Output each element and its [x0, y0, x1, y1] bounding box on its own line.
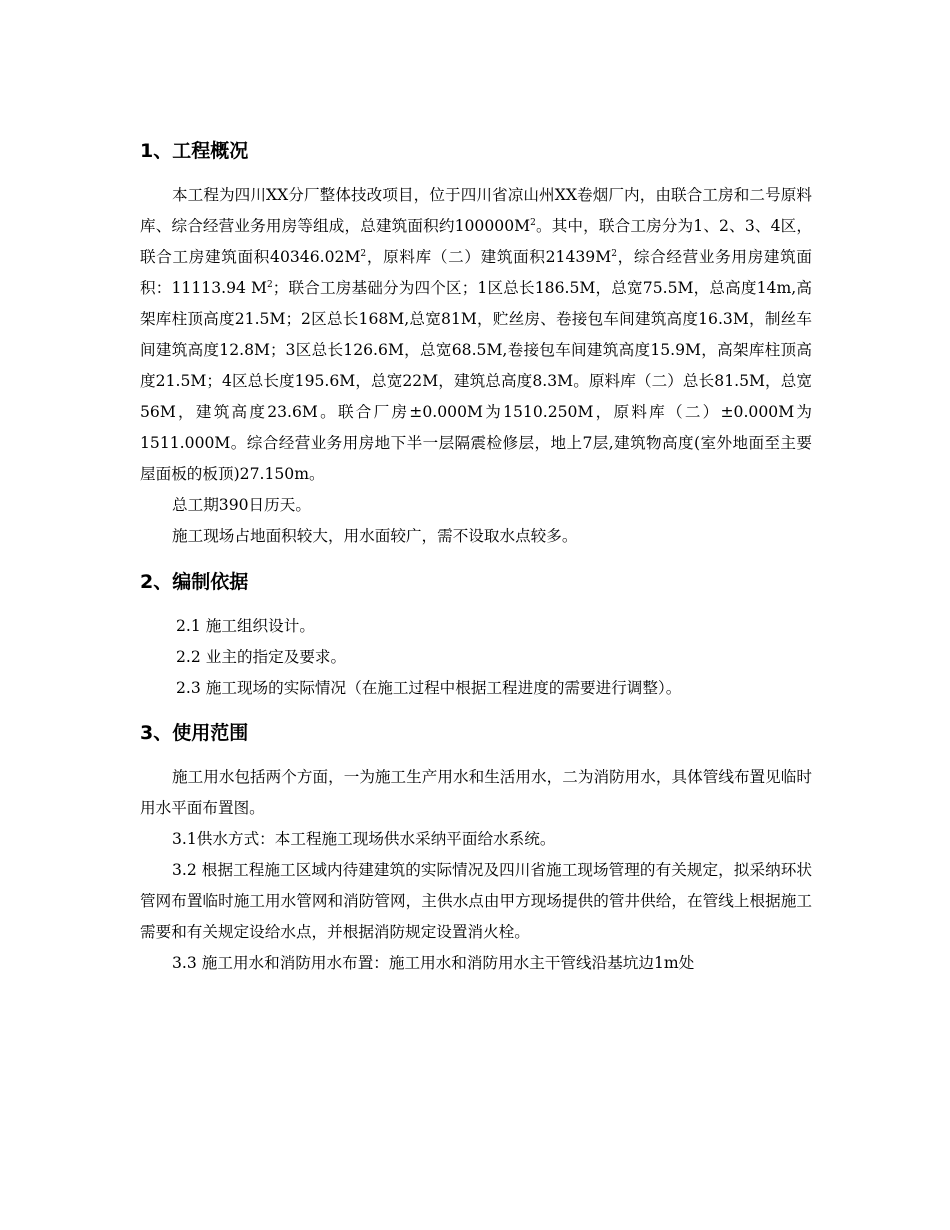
overview-text-b: 。其中，联合工房分为1、2、3、4区，联合工房建筑面积40346.02M — [140, 217, 813, 266]
scope-paragraph: 施工用水包括两个方面，一为施工生产用水和生活用水，二为消防用水，具体管线布置见临时用水平面布置图。 — [140, 768, 812, 817]
section-heading-scope: 3、使用范围 — [140, 722, 249, 744]
basis-item: 2.3 施工现场的实际情况（在施工过程中根据工程进度的需要进行调整）。 — [176, 679, 682, 697]
basis-item: 2.2 业主的指定及要求。 — [176, 648, 347, 666]
section-heading-basis: 2、编制依据 — [140, 571, 249, 593]
site-paragraph: 施工现场占地面积较大，用水面较广，需不设取水点较多。 — [172, 527, 578, 545]
superscript-2: 2 — [611, 249, 617, 259]
scope-paragraph: 3.1供水方式：本工程施工现场供水采纳平面给水系统。 — [172, 830, 556, 848]
superscript-2: 2 — [360, 249, 367, 259]
superscript-2: 2 — [267, 280, 273, 290]
scope-paragraph: 3.2 根据工程施工区域内待建建筑的实际情况及四川省施工现场管理的有关规定，拟采纳环状管网布置临时施工用水管网和消防管网，主供水点由甲方现场提供的管井供给，在管线上根据施工需要和有关规定设给水点，并根据消防规定设置消火栓。 — [140, 861, 812, 941]
basis-item: 2.1 施工组织设计。 — [176, 617, 315, 635]
overview-text-a: 本工程为四川XX分厂整体技改项目，位于四川省凉山州XX卷烟厂内，由联合工房和二号原料库、综合经营业务用房等组成，总建筑面积约100000M — [140, 186, 812, 235]
overview-paragraph — [140, 180, 812, 490]
section-heading-overview: 1、工程概况 — [140, 140, 249, 162]
scope-paragraph: 3.3 施工用水和消防用水布置：施工用水和消防用水主干管线沿基坑边1m处 — [172, 954, 695, 972]
document-body — [140, 136, 812, 979]
superscript-2: 2 — [530, 218, 536, 228]
duration-paragraph: 总工期390日历天。 — [172, 496, 311, 514]
overview-text-d: ，综合经营业务用房建筑面积：11113.94 M — [140, 248, 812, 297]
overview-text-c: ，原料库（二）建筑面积21439M — [366, 248, 612, 266]
overview-text-e: ；联合工房基础分为四个区；1区总长186.5M，总宽75.5M，总高度14m,高架库柱顶高度21.5M；2区总长168M,总宽81M，贮丝房、卷接包车间建筑高度16.3M，制丝车间建筑高度12.8M；3区总长126.6M，总宽68.5M,卷接包车间建筑高度15.9M，高架库柱顶高度21.5M；4区总长度195.6M，总宽22M，建筑总高度8.3M。原料库（二）总长81.5M，总宽56M，建筑高度23.6M。联合厂房±0.000M为1510.250M，原料库（二）±0.000M为1511.000M。综合经营业务用房地下半一层隔震检修层，地上7层,建筑物高度(室外地面至主要屋面板的板顶)27.150m。 — [140, 279, 812, 483]
